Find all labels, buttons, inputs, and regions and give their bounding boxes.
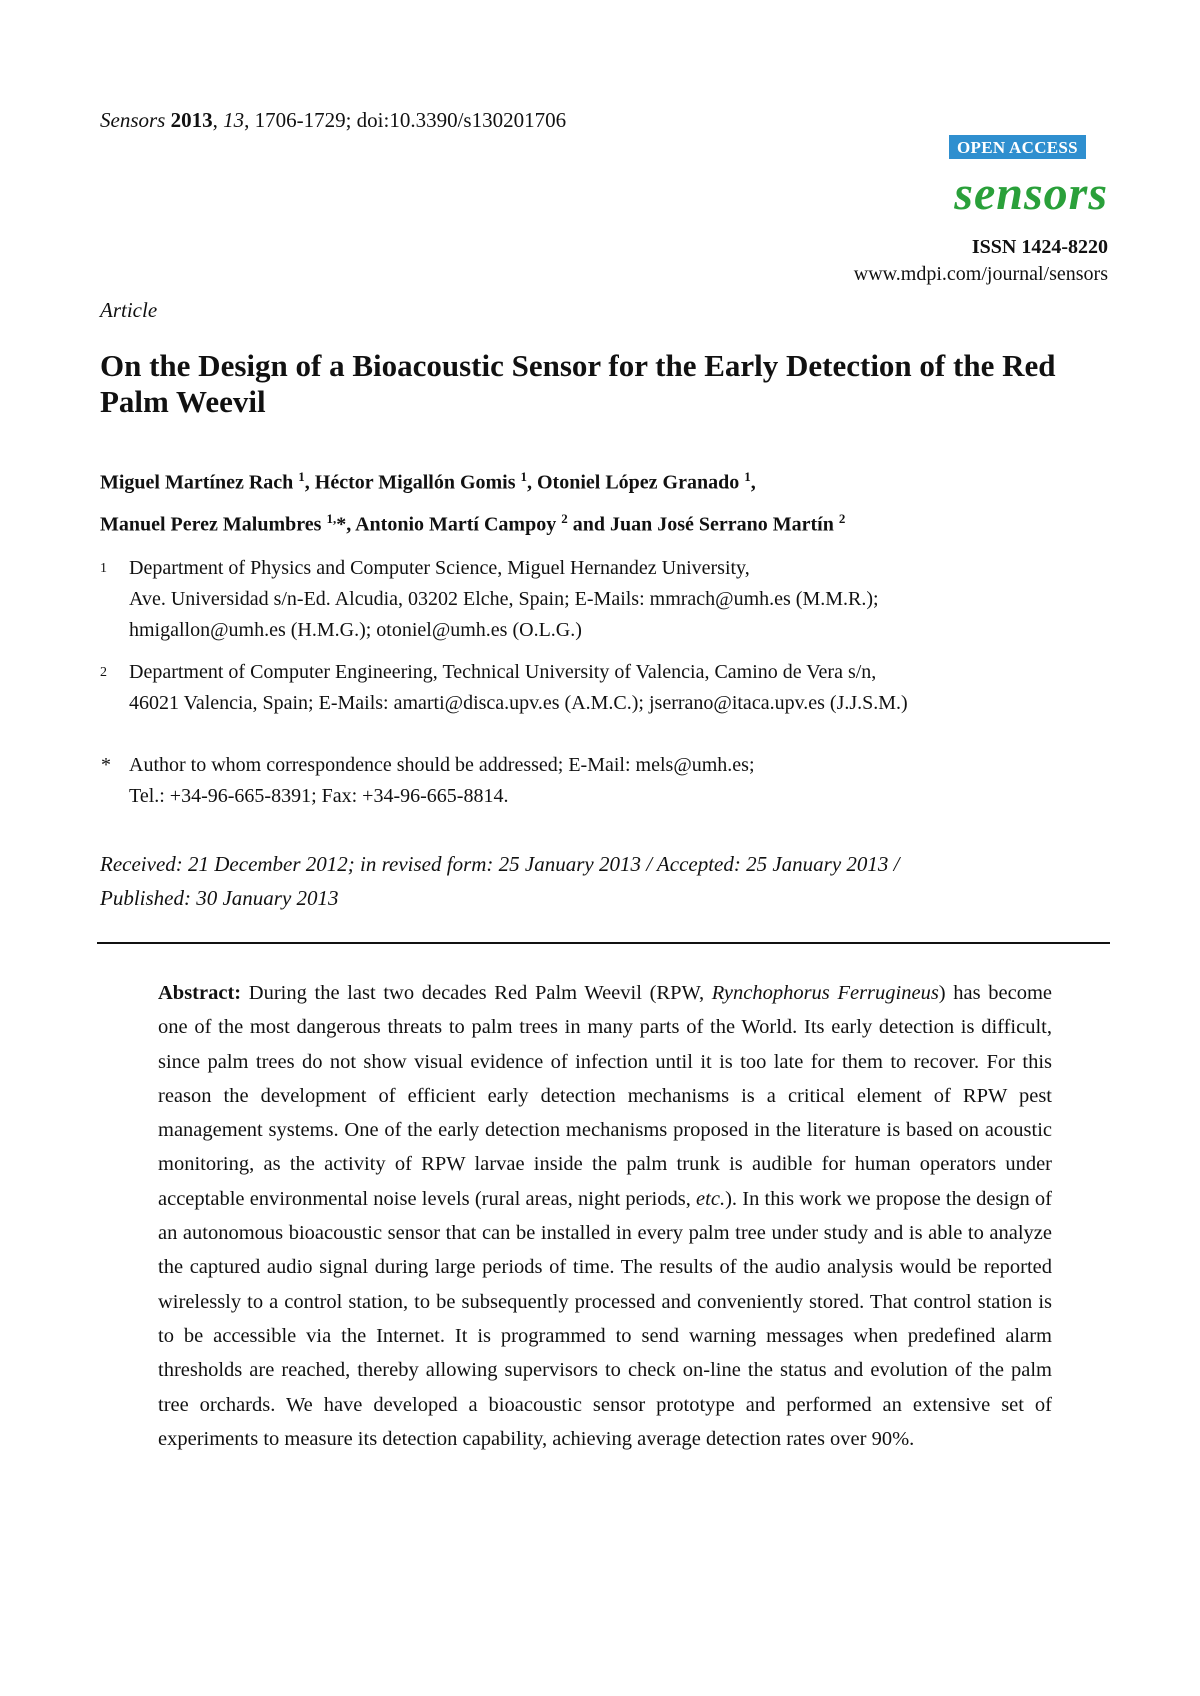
affiliation-2 bbox=[0, 657, 1200, 721]
abstract-text: ). In this work we propose the design of an autonomous bioacoustic sensor that can be installed in every palm tree under study and is able to analyze the captured audio signal during large periods of time. The results of the audio analysis would be reported wirelessly to a control station, to be subsequently processed and conveniently stored. That control station is to be accessible via the Internet. It is programmed to send warning messages when predefined alarm thresholds are reached, thereby allowing supervisors to check on-line the status and evolution of the palm tree orchards. We have developed a bioacoustic sensor prototype and performed an extensive set of experiments to measure its detection capability, achieving average detection rates over 90%. bbox=[158, 1187, 1052, 1450]
affiliation-line: Ave. Universidad s/n-Ed. Alcudia, 03202 Elche, Spain; E-Mails: mmrach@umh.es (M.M.R.); bbox=[129, 588, 879, 610]
author-name: Héctor Migallón Gomis bbox=[314, 471, 516, 494]
affiliation-1 bbox=[0, 553, 1200, 648]
author-line-2: Manuel Perez Malumbres $^{1,}$*, Antonio Martí Campoy $^2$ and Juan José Serrano Martín $^2$ bbox=[100, 510, 846, 536]
abstract-label: Abstract: bbox=[158, 982, 242, 1004]
author-line-1: Miguel Martínez Rach $^1$, Héctor Migallón Gomis $^1$, Otoniel López Granado $^1$, bbox=[100, 469, 756, 494]
author-affiliation-mark: 1, bbox=[326, 510, 337, 526]
correspondence-star: * bbox=[101, 754, 111, 776]
author-affiliation-mark: 2 bbox=[561, 510, 568, 526]
journal-url[interactable]: www.mdpi.com/journal/sensors bbox=[853, 263, 1108, 285]
author-name: Otoniel López Granado bbox=[537, 471, 740, 494]
paper-title: On the Design of a Bioacoustic Sensor for the Early Detection of the Red Palm Weevil bbox=[100, 348, 1056, 419]
citation-pages-doi[interactable]: , 1706-1729; doi:10.3390/s130201706 bbox=[244, 108, 567, 132]
author-name: Juan José Serrano Martín bbox=[609, 513, 834, 536]
open-access-badge: OPEN ACCESS bbox=[949, 135, 1086, 159]
correspondence-line: Author to whom correspondence should be addressed; E-Mail: mels@umh.es; bbox=[129, 754, 755, 776]
abstract-text: During the last two decades Red Palm Weevil (RPW, bbox=[241, 982, 712, 1004]
author-affiliation-mark: 1 bbox=[520, 469, 527, 484]
affiliation-number: 2 bbox=[100, 665, 107, 680]
etc-abbrev: etc. bbox=[696, 1187, 726, 1210]
author-affiliation-mark: 2 bbox=[838, 510, 846, 526]
affiliation-line: 46021 Valencia, Spain; E-Mails: amarti@disca.upv.es (A.M.C.); jserrano@itaca.upv.es (J.J.S.M.) bbox=[129, 692, 908, 714]
citation-volume: 13 bbox=[223, 108, 245, 132]
author-affiliation-mark: 1 bbox=[298, 469, 305, 484]
abstract bbox=[158, 976, 1052, 1456]
section-divider bbox=[97, 942, 1110, 944]
author-name: Manuel Perez Malumbres bbox=[100, 513, 322, 536]
journal-logo: sensors bbox=[954, 167, 1108, 220]
dates-line-1: Received: 21 December 2012; in revised form: 25 January 2013 / Accepted: 25 January 2013 / bbox=[100, 852, 900, 876]
affiliation-line: Department of Computer Engineering, Technical University of Valencia, Camino de Vera s/n, bbox=[129, 661, 877, 683]
publication-dates bbox=[100, 847, 900, 915]
author-name: Antonio Martí Campoy bbox=[355, 513, 557, 536]
abstract-text: ) has become one of the most dangerous threats to palm trees in many parts of the World. Its early detection is difficult, since palm trees do not show visual evidence of infection until it is too late for them to recover. For this reason the development of efficient early detection mechanisms is a critical element of RPW pest management systems. One of the early detection mechanisms proposed in the literature is based on acoustic monitoring, as the activity of RPW larvae inside the palm trunk is audible for human operators under acceptable environmental noise levels (rural areas, night periods, bbox=[158, 982, 1053, 1210]
affiliation-line: hmigallon@umh.es (H.M.G.); otoniel@umh.es (O.L.G.) bbox=[129, 619, 582, 641]
citation-line: Sensors 2013, 13, 1706-1729; doi:10.3390/s130201706 bbox=[100, 108, 567, 132]
article-type: Article bbox=[100, 298, 158, 322]
correspondence-line: Tel.: +34-96-665-8391; Fax: +34-96-665-8814. bbox=[129, 785, 509, 807]
author-list bbox=[100, 459, 1120, 542]
author-name: Miguel Martínez Rach bbox=[100, 471, 294, 494]
corresponding-author-mark: * bbox=[336, 513, 347, 536]
author-affiliation-mark: 1 bbox=[744, 469, 751, 484]
citation-year: 2013 bbox=[170, 108, 213, 132]
issn: ISSN 1424-8220 bbox=[971, 236, 1108, 258]
species-name: Rynchophorus Ferrugineus bbox=[711, 982, 939, 1004]
and-word: and bbox=[572, 513, 605, 536]
citation-journal: Sensors bbox=[100, 108, 166, 132]
dates-line-2: Published: 30 January 2013 bbox=[100, 886, 339, 910]
correspondence bbox=[0, 750, 1200, 814]
affiliation-line: Department of Physics and Computer Science, Miguel Hernandez University, bbox=[129, 557, 750, 579]
affiliation-number: 1 bbox=[100, 561, 107, 576]
